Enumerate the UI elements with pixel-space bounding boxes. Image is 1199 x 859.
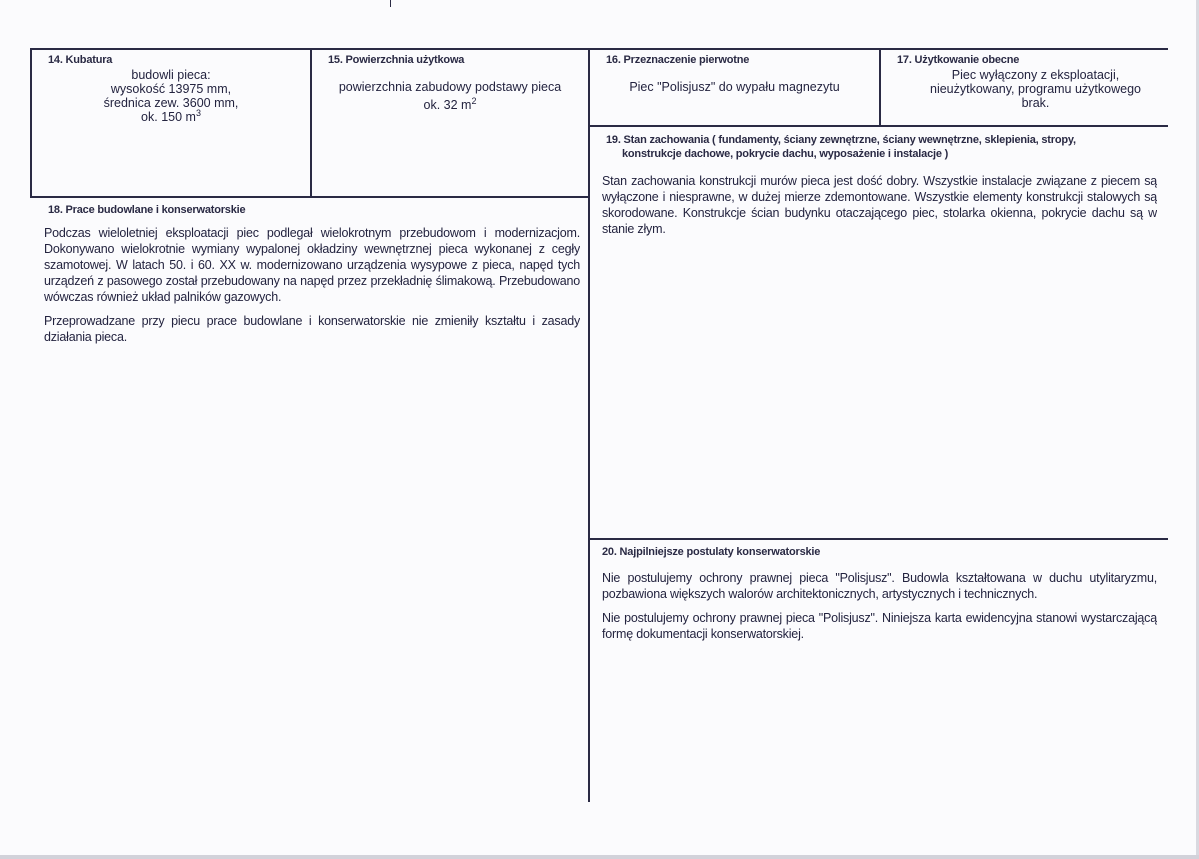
- field-16-value: Piec "Polisjusz" do wypału magnezytu: [629, 80, 840, 94]
- field-15-usable-area: [314, 52, 586, 192]
- field-18-paragraph: Podczas wieloletniej eksploatacji piec podlegał wielokrotnym przebudowom i modernizacjom. Dokonywano wielokrotnie wymiany wypalonej okładziny wewnętrznej pieca wykonanej z cegły szamotowej. W latach 50. i 60. XX w. modernizowano urządzenia wysypowe z pieca, napęd tych urządzeń z pasowego został przebudowany na napęd przez przekładnię ślimakową. Przebudowano wówczas również układ palników gazowych.: [44, 226, 580, 304]
- field-18-header: 18. Prace budowlane i konserwatorskie: [48, 204, 246, 216]
- field-14-line: budowli pieca:: [131, 68, 211, 82]
- field-19-header: [606, 133, 1157, 161]
- card-edge-bottom: [0, 855, 1199, 859]
- field-20-paragraph: Nie postulujemy ochrony prawnej pieca "Polisjusz". Budowla kształtowana w duchu utylitaryzmu, pozbawiona większych walorów architektonicznych, artystycznych i technicznych.: [602, 571, 1157, 601]
- field-14-line: ok. 150 $m^3$: [141, 108, 201, 124]
- field-14-value: [34, 68, 308, 124]
- field-17-header: 17. Użytkowanie obecne: [897, 54, 1020, 66]
- field-17-line: nieużytkowany, programu użytkowego: [930, 82, 1141, 96]
- field-17-line: Piec wyłączony z eksploatacji,: [951, 68, 1120, 82]
- field-20-header: 20. Najpilniejsze postulaty konserwatorskie: [602, 546, 821, 558]
- field-14-line: wysokość 13975 mm,: [110, 82, 232, 96]
- rule-left: [30, 48, 32, 198]
- field-19-header-line: konstrukcje dachowe, pokrycie dachu, wyposażenie i instalacje ): [622, 148, 949, 160]
- field-15-line: ok. 32 $m^2$: [423, 96, 477, 112]
- rule-h-20: [588, 538, 1168, 540]
- field-14-cubature: [34, 52, 308, 192]
- field-15-header: 15. Powierzchnia użytkowa: [328, 54, 465, 66]
- field-15-line: powierzchnia zabudowy podstawy pieca: [338, 80, 562, 94]
- field-20-conservation-postulates: [602, 544, 1157, 794]
- field-18-construction-works: [44, 202, 580, 532]
- top-tick-mark: [390, 0, 391, 7]
- field-19-condition: [602, 131, 1157, 531]
- rule-h-18: [30, 196, 590, 198]
- field-15-value: [314, 80, 586, 112]
- field-20-paragraph: Nie postulujemy ochrony prawnej pieca "Polisjusz". Niniejsza karta ewidencyjna stanowi wystarczającą formę dokumentacji konserwatorskiej.: [602, 611, 1157, 641]
- rule-v1: [310, 48, 312, 198]
- field-19-header-line: 19. Stan zachowania ( fundamenty, ściany zewnętrzne, ściany wewnętrzne, sklepienia, stropy,: [606, 134, 1076, 146]
- rule-v3: [879, 48, 881, 126]
- field-17-line: brak.: [1021, 96, 1050, 110]
- field-17-current-use: [883, 52, 1168, 124]
- rule-h-19: [588, 125, 1168, 127]
- field-18-paragraph: Przeprowadzane przy piecu prace budowlane i konserwatorskie nie zmieniły kształtu i zasady działania pieca.: [44, 314, 580, 344]
- field-16-original-purpose: [592, 52, 877, 124]
- field-16-header: 16. Przeznaczenie pierwotne: [606, 54, 750, 66]
- rule-v2: [588, 48, 590, 802]
- field-14-header: 14. Kubatura: [48, 54, 113, 66]
- field-17-value: [883, 68, 1168, 110]
- rule-top: [30, 48, 1168, 50]
- field-19-text: Stan zachowania konstrukcji murów pieca jest dość dobry. Wszystkie instalacje związane z piecem są wyłączone i niesprawne, w dużej mierze zdemontowane. Wszystkie elementy konstrukcji stalowych są skorodowane. Konstrukcje ścian budynku otaczającego piec, stolarka okienna, pokrycie dachu są w stanie złym.: [602, 174, 1157, 236]
- field-14-line: średnica zew. 3600 mm,: [103, 96, 239, 110]
